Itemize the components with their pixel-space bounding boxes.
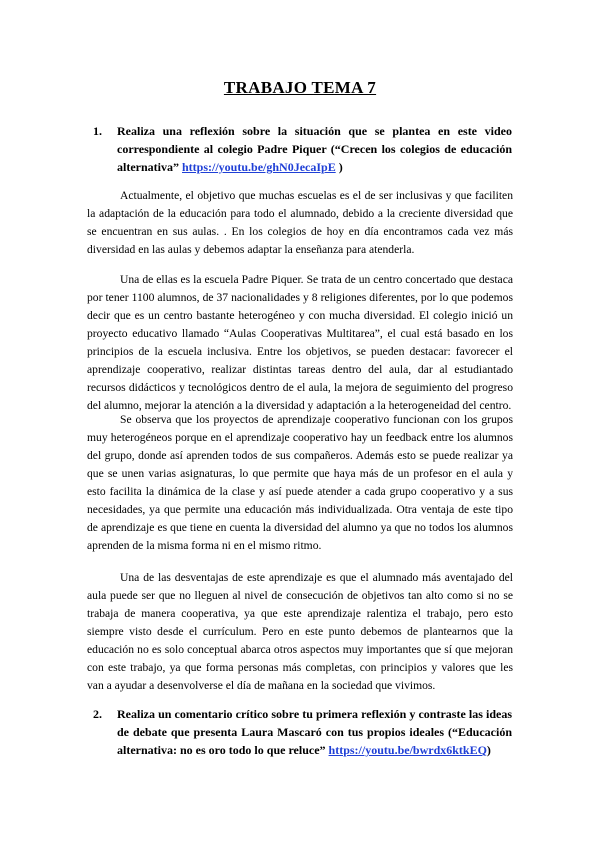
question-2 xyxy=(93,705,512,759)
question-1 xyxy=(93,122,512,176)
paragraph-2: Una de ellas es la escuela Padre Piquer. Se trata de un centro concertado que destaca por tener 1100 alumnos, de 37 nacionalidades y 8 religiones diferentes, por lo que podemos decir que es un centro bastante heterogéneo y con mucha diversidad. El colegio inició un proyecto educativo llamado “Aulas Cooperativas Multitarea”, el cual está basado en los principios de la escuela inclusiva. Entre los objetivos, se pueden destacar: favorecer el aprendizaje cooperativo, realizar distintas tareas dentro del aula, dar al estudiantado recursos didácticos y tecnológicos dentro de el aula, la mejora de seguimiento del progreso del alumno, mejorar la atención a la diversidad y adaptación a la heterogeneidad del centro. xyxy=(87,273,513,412)
paragraph-4: Una de las desventajas de este aprendizaje es que el alumnado más aventajado del aula puede ser que no lleguen al nivel de consecución de objetivos tan alto como si no se trabaja de manera cooperativa, ya que este aprendizaje ralentiza el trabajo, pero esto siempre visto desde el currículum. Pero en este punto debemos de plantearnos que la educación no es solo conceptual abarca otros aspectos muy importantes que sí que mejoran con este trabajo, ya que forma personas más completas, con principios y valores que les van a ayudar a desenvolverse el día de mañana en la sociedad que vivimos. xyxy=(87,571,513,692)
question-2-number: 2. xyxy=(93,707,102,721)
question-1-number: 1. xyxy=(93,124,102,138)
question-2-closing: ) xyxy=(486,743,491,757)
question-2-text: Realiza un comentario crítico sobre tu primera reflexión y contraste las ideas de debate que presenta Laura Mascaró con tus propios ideales (“Educación alternativa: no es oro todo lo que reluce” xyxy=(117,707,512,757)
question-1-text: Realiza una reflexión sobre la situación que se plantea en este video correspondiente al colegio Padre Piquer (“Crecen los colegios de educación alternativa” xyxy=(117,124,512,174)
question-2-video-link[interactable]: https://youtu.be/bwrdx6ktkEQ xyxy=(328,743,487,757)
question-1-video-link[interactable]: https://youtu.be/ghN0JecaIpE xyxy=(182,160,336,174)
question-1-closing: ) xyxy=(335,160,343,174)
paragraph-1: Actualmente, el objetivo que muchas escuelas es el de ser inclusivas y que faciliten la adaptación de la educación para todo el alumnado, debido a la creciente diversidad que se encuentran en sus aulas. . En los colegios de hoy en día encontramos cada vez más diversidad en las aulas y debemos adaptar la enseñanza para atenderla. xyxy=(87,189,513,256)
document-title: TRABAJO TEMA 7 xyxy=(223,78,377,97)
paragraph-3: Se observa que los proyectos de aprendizaje cooperativo funcionan con los grupos muy heterogéneos porque en el aprendizaje cooperativo hay un feedback entre los alumnos del grupo, donde así aprenden todos de sus compañeros. Además esto se puede realizar ya que se unen varias asignaturas, lo que permite que haya más de un profesor en el aula y esto facilita la dinámica de la clase y así puede atender a cada grupo cooperativo y a sus necesidades, ya que permite una educación más individualizada. Otra ventaja de este tipo de aprendizaje es que tiene en cuenta la diversidad del alumno ya que no todos los alumnos aprenden de la misma forma ni en el mismo ritmo. xyxy=(87,413,513,552)
